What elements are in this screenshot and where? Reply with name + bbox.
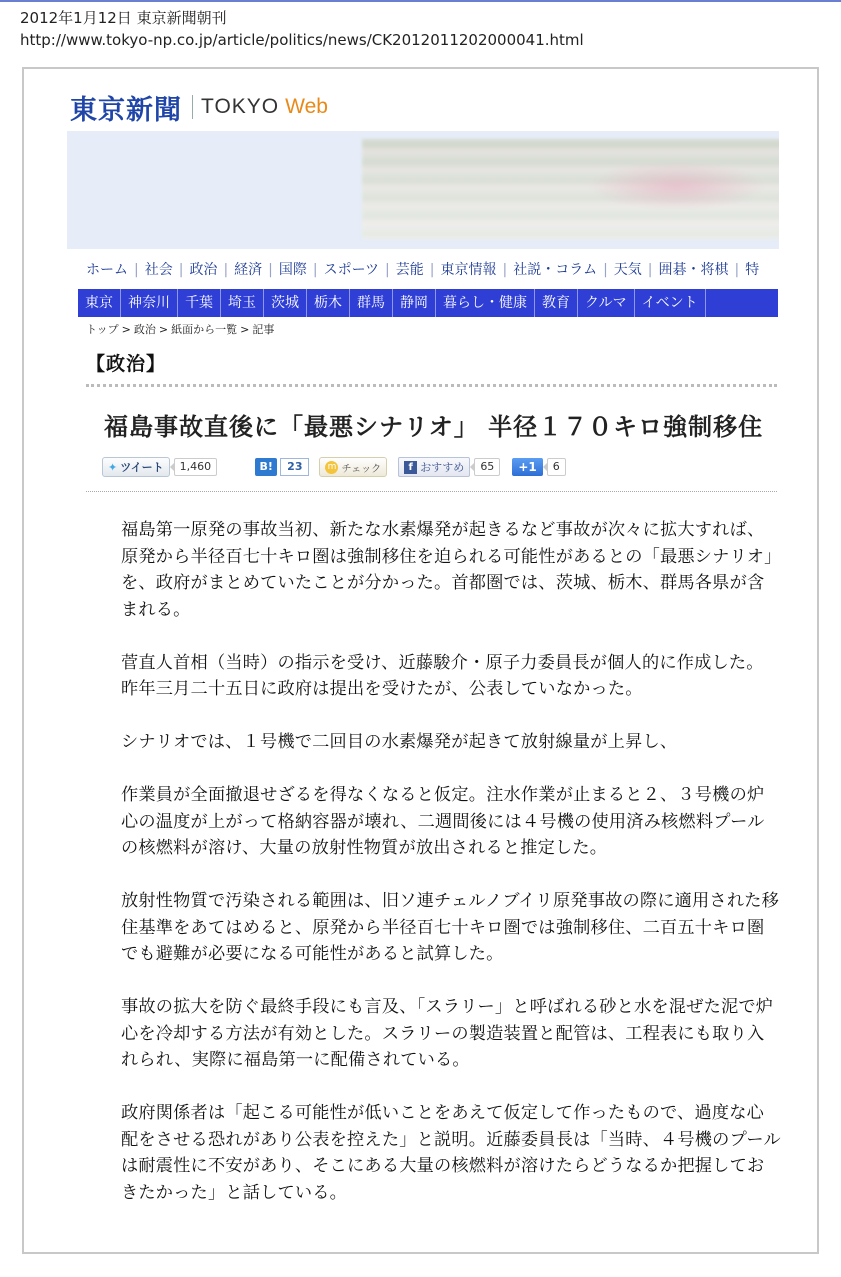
article-paragraph: シナリオでは、１号機で二回目の水素爆発が起きて放射線量が上昇し、 bbox=[121, 732, 678, 752]
banner-image-highlight bbox=[587, 161, 767, 211]
mixi-check-button[interactable] bbox=[319, 457, 387, 477]
breadcrumb bbox=[86, 321, 274, 337]
main-nav-item[interactable]: 芸能 bbox=[395, 262, 424, 278]
facebook-count: 65 bbox=[474, 458, 500, 476]
region-nav-item[interactable]: 群馬 bbox=[350, 289, 393, 317]
main-navigation bbox=[86, 259, 776, 281]
breadcrumb-item[interactable]: トップ bbox=[86, 323, 119, 336]
section-divider bbox=[86, 384, 777, 391]
main-nav-item[interactable]: スポーツ bbox=[323, 262, 380, 278]
main-nav-item[interactable]: 社説・コラム bbox=[513, 262, 598, 278]
check-label: チェック bbox=[341, 463, 382, 475]
article-paragraph: 作業員が全面撤退せざるを得なくなると仮定。注水作業が止まると２、３号機の炉心の温度が上がって格納容器が壊れ、二週間後には４号機の使用済み核燃料プールの核燃料が溶け、大量の放射性物質が放出されると推定した。 bbox=[121, 785, 765, 858]
check-icon: m bbox=[325, 461, 338, 474]
nav-separator: | bbox=[603, 262, 608, 278]
region-nav-item[interactable]: 神奈川 bbox=[121, 289, 178, 317]
tweet-count: 1,460 bbox=[174, 458, 218, 476]
source-date: 2012年1月12日 東京新聞朝刊 bbox=[20, 9, 227, 27]
nav-separator: | bbox=[312, 262, 318, 278]
region-nav-item[interactable]: 教育 bbox=[535, 289, 578, 317]
main-nav-item[interactable]: 特 bbox=[745, 262, 760, 278]
region-nav-item[interactable]: 埼玉 bbox=[221, 289, 264, 317]
breadcrumb-item: 記事 bbox=[252, 323, 275, 336]
social-share-bar bbox=[102, 457, 566, 477]
tweet-button[interactable] bbox=[102, 457, 170, 477]
google-plus-one-button[interactable]: +1 bbox=[512, 458, 542, 476]
region-nav-item[interactable]: 静岡 bbox=[393, 289, 436, 317]
region-navigation bbox=[78, 289, 778, 317]
nav-separator: | bbox=[178, 262, 184, 278]
google-plus-count: 6 bbox=[547, 458, 566, 476]
facebook-recommend-button[interactable] bbox=[398, 457, 470, 477]
section-title: 【政治】 bbox=[86, 353, 167, 375]
ad-banner[interactable] bbox=[67, 131, 779, 249]
breadcrumb-item[interactable]: 紙面から一覧 bbox=[171, 323, 238, 336]
article-paragraph: 菅直人首相（当時）の指示を受け、近藤駿介・原子力委員長が個人的に作成した。昨年三月二十五日に政府は提出を受けたが、公表していなかった。 bbox=[121, 652, 764, 699]
hatena-count: 23 bbox=[280, 458, 309, 476]
region-nav-item[interactable]: 茨城 bbox=[264, 289, 307, 317]
main-nav-item[interactable]: 社会 bbox=[144, 262, 173, 278]
region-nav-item[interactable]: 千葉 bbox=[178, 289, 221, 317]
facebook-icon: f bbox=[404, 461, 417, 474]
main-nav-item[interactable]: 国際 bbox=[278, 262, 307, 278]
hatena-bookmark-button[interactable] bbox=[255, 458, 309, 476]
main-nav-item[interactable]: 経済 bbox=[234, 262, 263, 278]
twitter-bird-icon: ✦ bbox=[108, 460, 118, 474]
article-headline: 福島事故直後に「最悪シナリオ」 半径１７０キロ強制移住 bbox=[104, 413, 764, 441]
logo-web-text: Web bbox=[285, 95, 328, 118]
region-nav-item[interactable]: 暮らし・健康 bbox=[436, 289, 535, 317]
logo-main-text: 東京新聞 bbox=[70, 94, 182, 126]
social-divider bbox=[86, 491, 777, 492]
main-nav-item[interactable]: 囲碁・将棋 bbox=[658, 262, 729, 278]
article-paragraph: 放射性物質で汚染される範囲は、旧ソ連チェルノブイリ原発事故の際に適用された移住基準をあてはめると、原発から半径百七十キロ圏では強制移住、二百五十キロ圏でも避難が必要になる可能性があると試算した。 bbox=[121, 891, 779, 964]
breadcrumb-separator: > bbox=[240, 323, 250, 336]
facebook-label: おすすめ bbox=[420, 461, 465, 474]
tweet-label: ツイート bbox=[120, 461, 164, 474]
breadcrumb-item[interactable]: 政治 bbox=[133, 323, 156, 336]
article-paragraph: 福島第一原発の事故当初、新たな水素爆発が起きるなど事故が次々に拡大すれば、原発から半径百七十キロ圏は強制移住を迫られる可能性があるとの「最悪シナリオ」を、政府がまとめていたことが分かった。首都圏では、茨城、栃木、群馬各県が含まれる。 bbox=[121, 520, 773, 620]
nav-separator: | bbox=[134, 262, 139, 278]
site-logo[interactable] bbox=[70, 89, 328, 125]
region-nav-item[interactable]: 栃木 bbox=[307, 289, 350, 317]
nav-separator: | bbox=[734, 262, 740, 278]
source-url[interactable]: http://www.tokyo-np.co.jp/article/politics/news/CK2012011202000041.html bbox=[20, 31, 584, 49]
article-paragraph: 政府関係者は「起こる可能性が低いことをあえて仮定して作ったもので、過度な心配をさせる恐れがあり公表を控えた」と説明。近藤委員長は「当時、４号機のプールは耐震性に不安があり、そこにある大量の核燃料が溶けたらどうなるか把握しておきたかった」と話している。 bbox=[121, 1103, 781, 1203]
nav-separator: | bbox=[647, 262, 653, 278]
article-screenshot-frame bbox=[22, 67, 819, 1254]
breadcrumb-separator: > bbox=[121, 323, 131, 336]
article-paragraph: 事故の拡大を防ぐ最終手段にも言及、「スラリー」と呼ばれる砂と水を混ぜた泥で炉心を冷却する方法が有効とした。スラリーの製造装置と配管は、工程表にも取り入れられ、実際に福島第一に配備されている。 bbox=[121, 997, 774, 1070]
nav-separator: | bbox=[385, 262, 390, 278]
nav-separator: | bbox=[268, 262, 273, 278]
region-nav-item[interactable]: 東京 bbox=[78, 289, 121, 317]
article-body bbox=[121, 517, 781, 1233]
logo-tokyo-text: TOKYO bbox=[201, 95, 280, 118]
hatena-icon: B! bbox=[255, 458, 277, 476]
nav-separator: | bbox=[429, 262, 435, 278]
nav-separator: | bbox=[502, 262, 508, 278]
logo-divider bbox=[192, 95, 193, 119]
region-nav-item[interactable]: イベント bbox=[635, 289, 706, 317]
main-nav-item[interactable]: 東京情報 bbox=[440, 262, 497, 278]
region-nav-item[interactable]: クルマ bbox=[578, 289, 635, 317]
nav-separator: | bbox=[223, 262, 229, 278]
main-nav-item[interactable]: 政治 bbox=[189, 262, 218, 278]
top-accent-line bbox=[0, 0, 841, 2]
breadcrumb-separator: > bbox=[158, 323, 169, 336]
main-nav-item[interactable]: 天気 bbox=[613, 262, 642, 278]
main-nav-item[interactable]: ホーム bbox=[86, 262, 128, 278]
